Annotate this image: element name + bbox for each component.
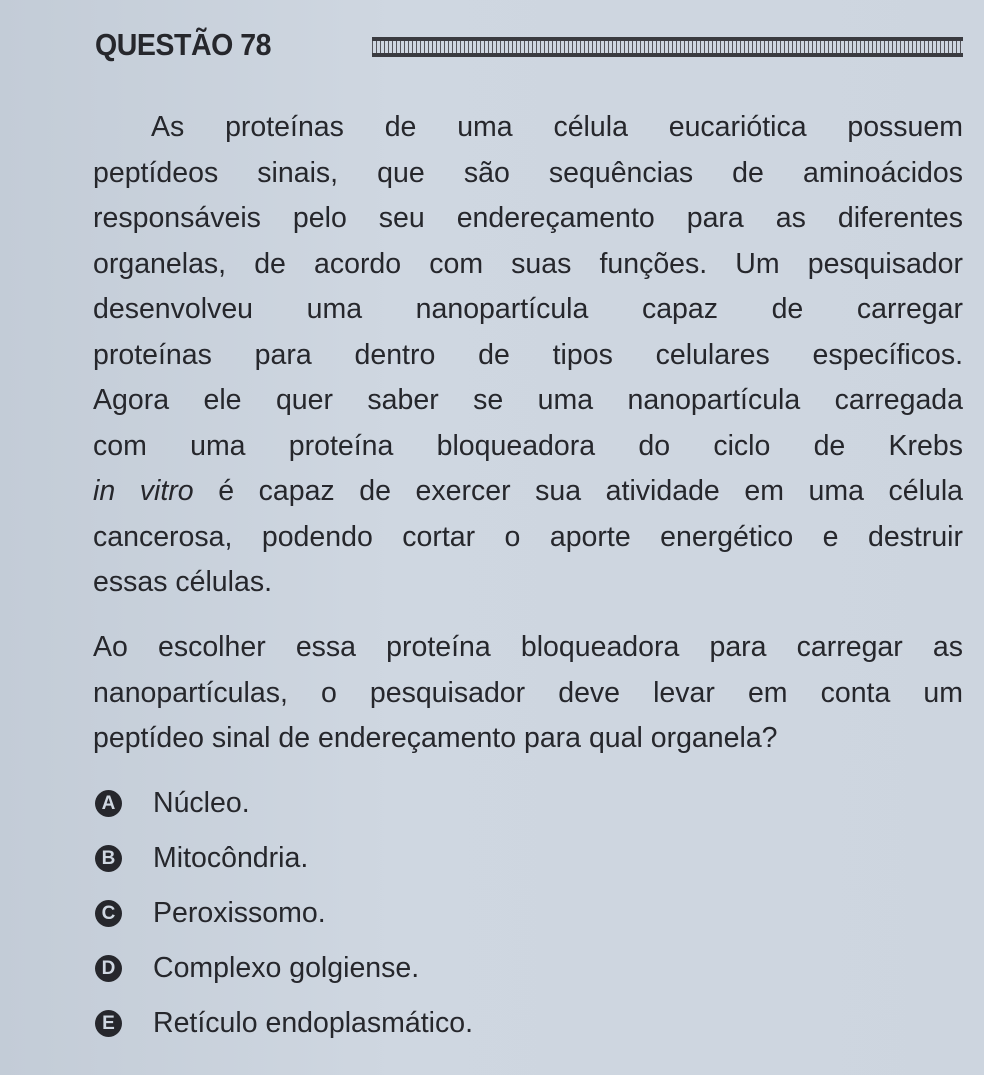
- option-text: Mitocôndria.: [153, 842, 309, 874]
- prompt-line: Ao escolher essa proteína bloqueadora para carregar as: [93, 631, 963, 663]
- option-b[interactable]: [95, 831, 473, 886]
- option-text: Núcleo.: [153, 787, 250, 819]
- option-letter-badge: C: [95, 900, 122, 927]
- statement-line: proteínas para dentro de tipos celulares específicos.: [93, 338, 963, 371]
- question-statement: [93, 105, 963, 606]
- option-e[interactable]: [95, 996, 473, 1051]
- option-letter-badge: E: [95, 1010, 122, 1037]
- option-text: Complexo golgiense.: [153, 952, 420, 984]
- italic-term: in vitro: [93, 475, 194, 507]
- option-d[interactable]: [95, 941, 473, 996]
- statement-line: cancerosa, podendo cortar o aporte energético e destruir: [93, 520, 963, 553]
- option-letter-badge: D: [95, 955, 122, 982]
- option-letter-badge: B: [95, 845, 122, 872]
- question-title: QUESTÃO 78: [95, 27, 272, 62]
- option-text: Peroxissomo.: [153, 897, 326, 929]
- statement-line: peptídeos sinais, que são sequências de aminoácidos: [93, 156, 963, 189]
- question-prompt: [93, 625, 963, 762]
- option-a[interactable]: [95, 776, 473, 831]
- statement-line: com uma proteína bloqueadora do ciclo de Krebs: [93, 429, 963, 462]
- prompt-line: nanopartículas, o pesquisador deve levar em conta um: [93, 676, 963, 709]
- statement-line: [93, 469, 963, 515]
- statement-line: Agora ele quer saber se uma nanopartícula carregada: [93, 384, 963, 416]
- title-divider-bar: [372, 37, 963, 57]
- statement-line-rest: é capaz de exercer sua atividade em uma célula: [218, 475, 964, 507]
- statement-line: organelas, de acordo com suas funções. Um pesquisador: [93, 247, 963, 280]
- prompt-line: peptídeo sinal de endereçamento para qual organela?: [93, 722, 778, 754]
- statement-line: As proteínas de uma célula eucariótica possuem: [151, 111, 963, 143]
- option-c[interactable]: [95, 886, 473, 941]
- option-letter-badge: A: [95, 790, 122, 817]
- statement-line: responsáveis pelo seu endereçamento para as diferentes: [93, 202, 963, 234]
- statement-line: desenvolveu uma nanopartícula capaz de carregar: [93, 293, 963, 325]
- option-text: Retículo endoplasmático.: [153, 1007, 474, 1039]
- statement-line: essas células.: [93, 566, 273, 598]
- answer-options: [95, 776, 473, 1051]
